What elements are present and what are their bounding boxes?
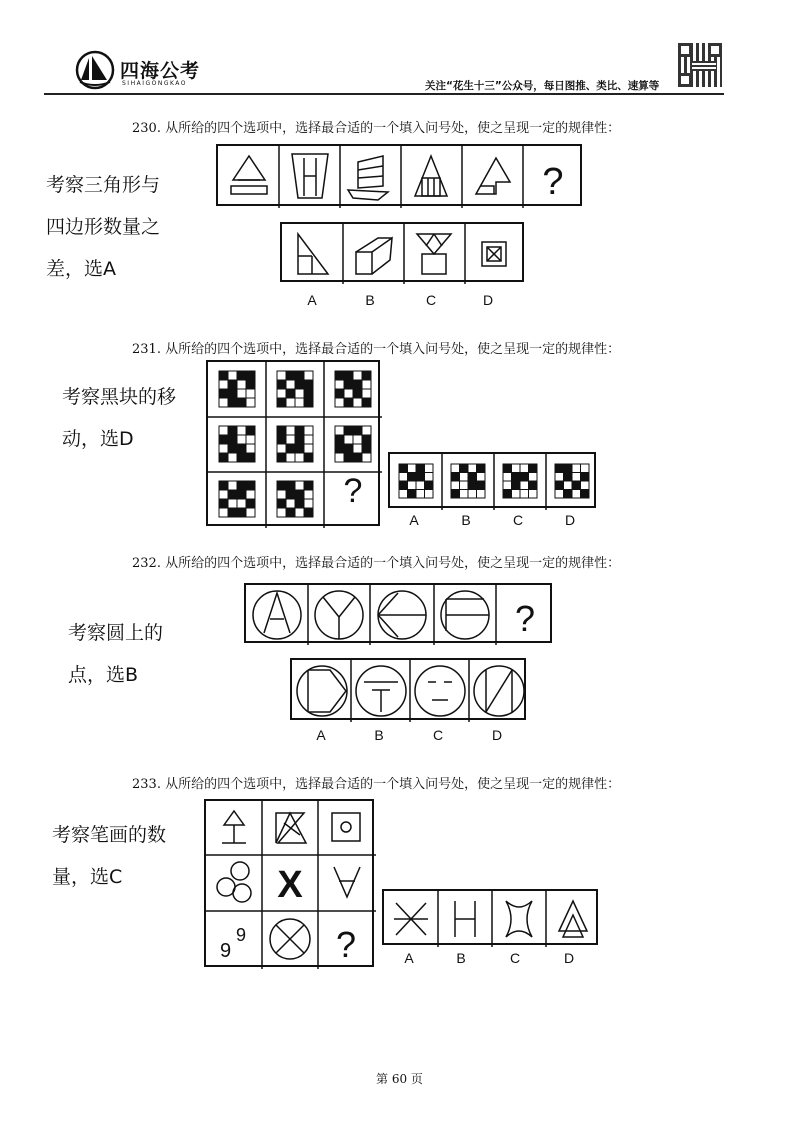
option-label: C — [512, 512, 524, 528]
q230-options — [280, 222, 524, 282]
option-label: B — [374, 727, 384, 743]
q231-options — [388, 452, 596, 508]
question-232 — [132, 552, 620, 571]
annotation-232 — [68, 612, 163, 696]
option-label: A — [404, 950, 414, 966]
grid-digit: 9 — [220, 940, 232, 962]
question-prompt: 从所给的四个选项中，选择最合适的一个填入问号处，使之呈现一定的规律性： — [165, 556, 621, 571]
question-prompt: 从所给的四个选项中，选择最合适的一个填入问号处，使之呈现一定的规律性： — [165, 777, 621, 792]
header-rule — [44, 93, 724, 95]
question-number: 231. — [132, 342, 161, 357]
annotation-line: 考察笔画的数 — [52, 824, 167, 846]
annotation-231 — [62, 376, 176, 460]
grid-digit: 9 — [236, 925, 247, 945]
q231-matrix — [206, 360, 380, 526]
annotation-230 — [46, 164, 160, 290]
q233-options — [382, 889, 598, 945]
q230-option-figures — [282, 224, 526, 284]
option-label: A — [409, 512, 419, 528]
option-label: A — [307, 292, 317, 308]
option-label: A — [316, 727, 326, 743]
annotation-line: 动，选D — [62, 428, 134, 450]
q233-option-figures — [384, 891, 600, 947]
annotation-line: 考察黑块的移 — [62, 386, 177, 408]
q230-stem-row — [216, 144, 582, 206]
option-label: D — [482, 292, 494, 308]
page-number: 第 60 页 — [376, 1072, 423, 1086]
q232-options — [290, 658, 526, 720]
q230-stem-figures — [218, 146, 584, 208]
question-mark: ? — [343, 472, 363, 510]
q233-matrix — [204, 799, 374, 967]
annotation-line: 点，选B — [68, 664, 139, 686]
question-prompt: 从所给的四个选项中，选择最合适的一个填入问号处，使之呈现一定的规律性： — [165, 121, 621, 136]
annotation-line: 考察三角形与 — [46, 174, 161, 196]
q232-stem-figures — [246, 585, 554, 645]
grid-letter-x: X — [277, 864, 303, 906]
question-prompt: 从所给的四个选项中，选择最合适的一个填入问号处，使之呈现一定的规律性： — [165, 342, 621, 357]
q233-matrix-figures — [206, 801, 376, 969]
question-230 — [132, 117, 620, 136]
annotation-line: 差，选A — [46, 258, 116, 280]
q232-stem-row — [244, 583, 552, 643]
question-231 — [132, 338, 620, 357]
question-mark: ? — [542, 161, 564, 203]
option-label: B — [365, 292, 375, 308]
option-label: B — [461, 512, 471, 528]
qr-code — [678, 43, 722, 87]
q231-option-figures — [390, 454, 598, 510]
option-label: C — [425, 292, 437, 308]
option-label: C — [509, 950, 521, 966]
annotation-233 — [52, 814, 166, 898]
question-mark: ? — [514, 598, 536, 639]
option-label: D — [563, 950, 575, 966]
logo-subtitle: SIHAIGONGKAO — [122, 80, 188, 87]
option-label: D — [491, 727, 503, 743]
option-label: D — [564, 512, 576, 528]
annotation-line: 量，选C — [52, 866, 123, 888]
header — [0, 0, 800, 100]
logo-text: 四海公考 — [120, 60, 201, 82]
option-label: B — [456, 950, 466, 966]
question-233 — [132, 773, 620, 792]
annotation-line: 考察圆上的 — [68, 622, 164, 644]
option-label: C — [432, 727, 444, 743]
question-mark: ? — [335, 924, 357, 965]
header-note: 关注“花生十三”公众号，每日图推、类比、速算等 — [425, 80, 660, 92]
question-number: 230. — [132, 121, 161, 136]
q232-option-figures — [292, 660, 528, 722]
question-number: 233. — [132, 777, 161, 792]
annotation-line: 四边形数量之 — [46, 216, 161, 238]
question-number: 232. — [132, 556, 161, 571]
sailboat-logo-icon — [75, 50, 115, 90]
